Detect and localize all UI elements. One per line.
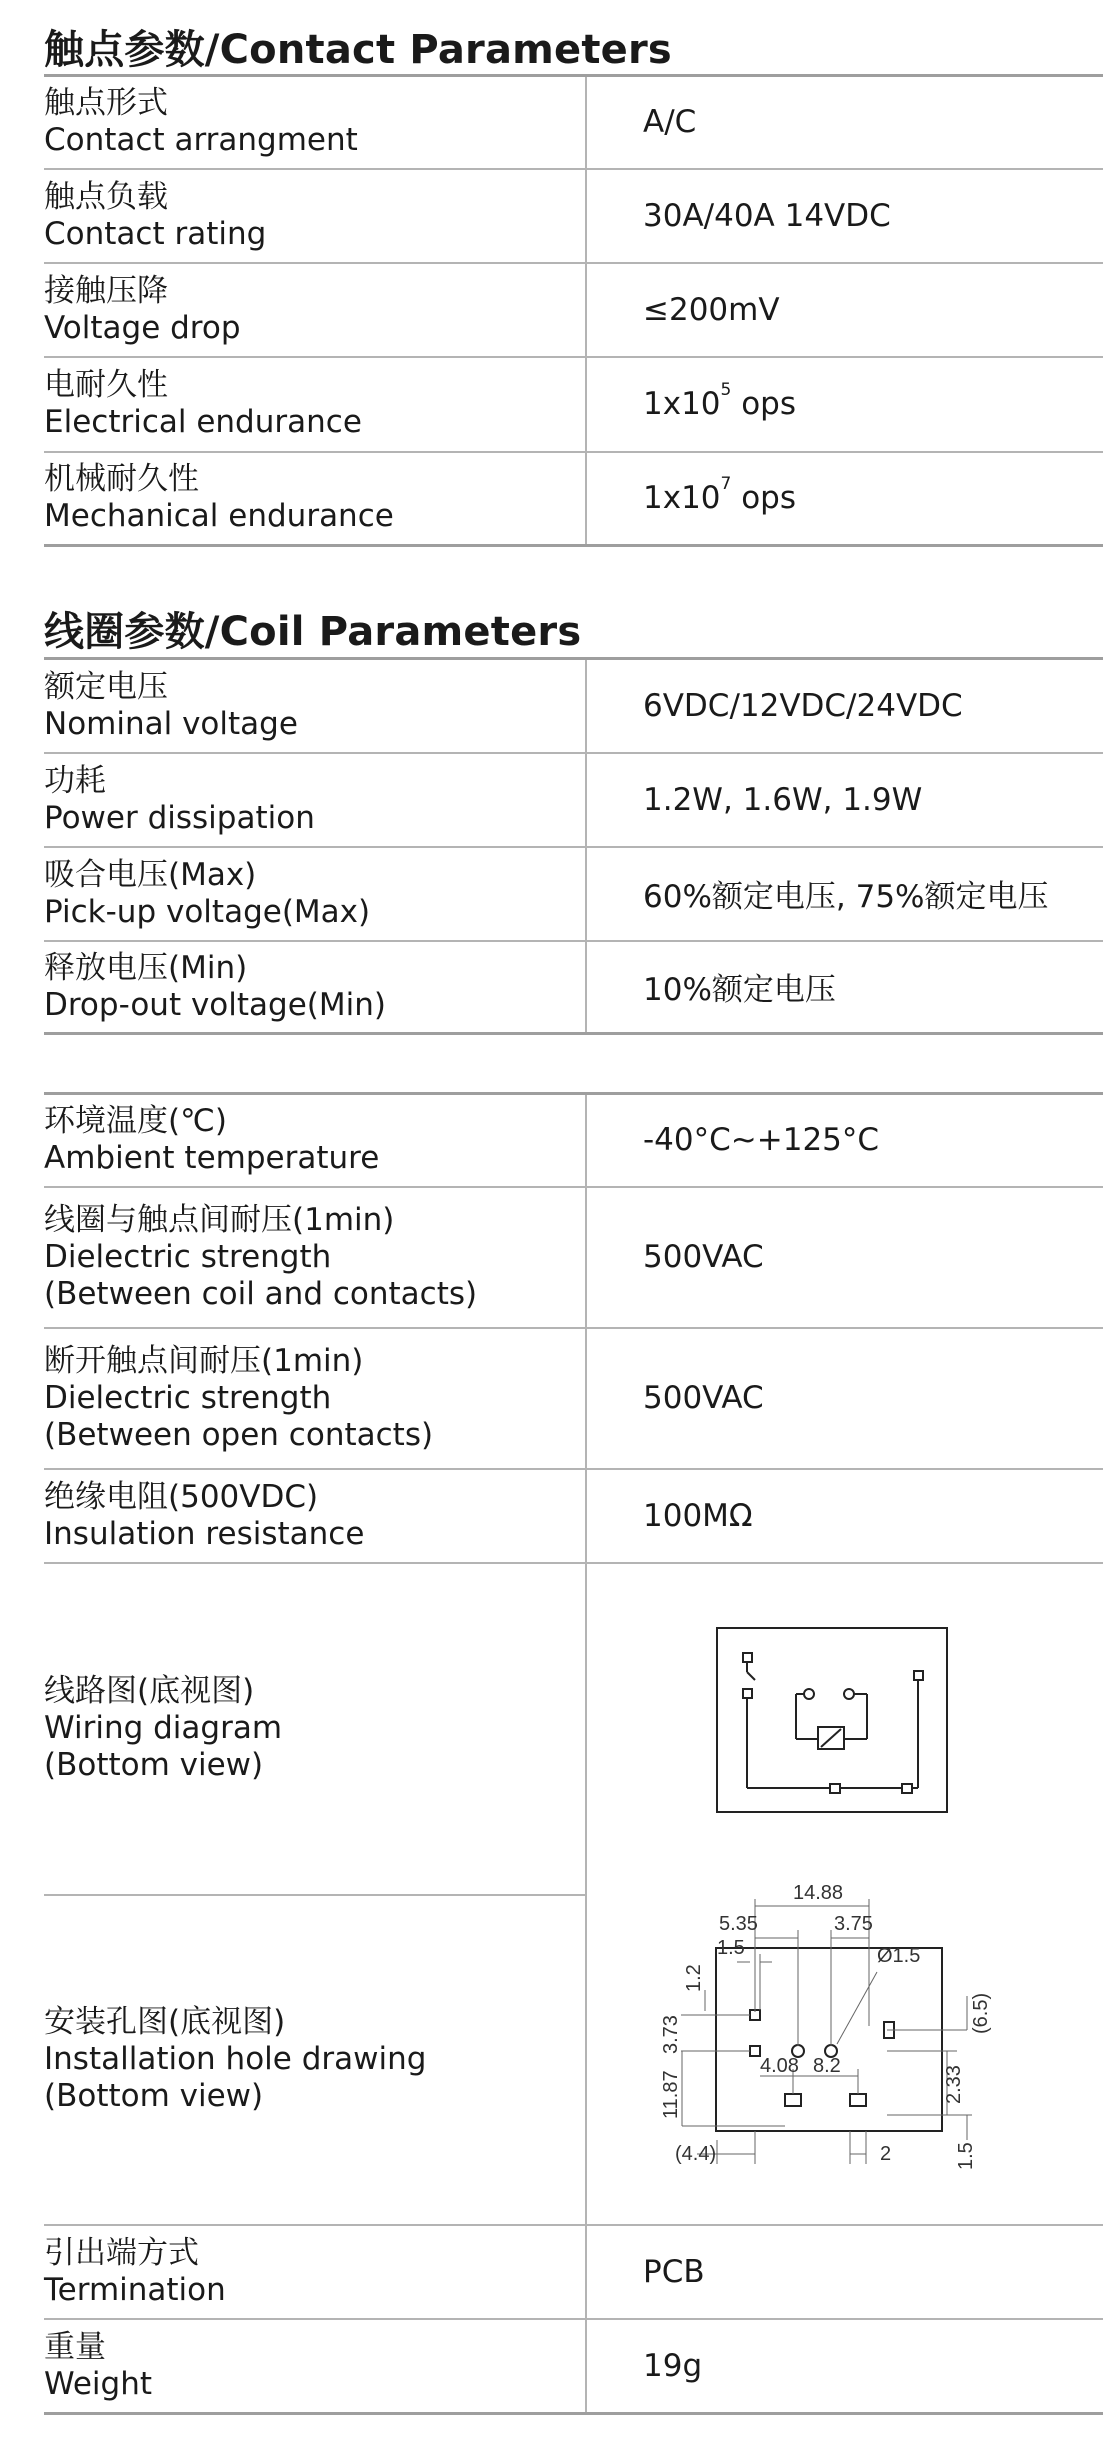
table-row	[44, 1563, 1103, 1895]
label-zh: 释放电压(Min)	[44, 949, 248, 986]
label-en: Insulation resistance	[44, 1515, 365, 1552]
contact-parameters-table	[44, 74, 1103, 547]
label-zh: 触点负载	[44, 178, 168, 215]
wiring-diagram	[717, 1628, 947, 1812]
value-cell: 1.2W, 1.6W, 1.9W	[586, 753, 1103, 847]
terminal-marker	[743, 1653, 752, 1662]
label-zh: 额定电压	[44, 668, 168, 705]
table-row	[44, 357, 1103, 452]
dim-4-4: (4.4)	[675, 2142, 717, 2165]
table-row	[44, 1094, 1103, 1187]
label-en: Ambient temperature	[44, 1140, 380, 1177]
value-cell: ≤200mV	[586, 263, 1103, 357]
coil-parameters-title: 线圈参数/Coil Parameters	[44, 609, 582, 655]
table-row	[44, 1469, 1103, 1563]
label-en: Mechanical endurance	[44, 498, 394, 535]
label-zh: 重量	[44, 2328, 106, 2365]
label-zh: 线路图(底视图)	[44, 1673, 255, 1709]
dim-4-08: 4.08	[760, 2054, 799, 2077]
label-en: Installation hole drawing	[44, 2041, 427, 2077]
installation-hole-drawing	[716, 1948, 942, 2131]
coil-terminal-circle	[804, 1689, 814, 1699]
table-row	[44, 263, 1103, 357]
label-en: Wiring diagram	[44, 1710, 283, 1746]
label-zh: 吸合电压(Max)	[44, 856, 257, 893]
value-cell: 6VDC/12VDC/24VDC	[586, 659, 1103, 753]
coil-terminal-circle	[844, 1689, 854, 1699]
label-zh: 功耗	[44, 762, 106, 799]
label-zh: 线圈与触点间耐压(1min)	[44, 1201, 395, 1238]
table-row	[44, 76, 1103, 169]
terminal-marker	[830, 1784, 840, 1793]
terminal-marker	[914, 1671, 923, 1680]
table-row	[44, 659, 1103, 753]
label-en: Contact arrangment	[44, 122, 358, 159]
general-parameters-table	[44, 1092, 1103, 2415]
drawings-svg	[587, 1564, 1103, 2224]
label-en: Contact rating	[44, 215, 267, 252]
contact-parameters-title: 触点参数/Contact Parameters	[44, 27, 672, 73]
label-en: Dielectric strength	[44, 1238, 332, 1275]
label-zh: 绝缘电阻(500VDC)	[44, 1478, 319, 1515]
dim-11-87: 11.87	[660, 2069, 682, 2119]
dim-2-33: 2.33	[943, 2064, 965, 2104]
label-en: Drop-out voltage(Min)	[44, 986, 386, 1023]
value-cell: 30A/40A 14VDC	[586, 169, 1103, 263]
value-cell: 500VAC	[586, 1187, 1103, 1328]
table-row	[44, 753, 1103, 847]
table-row	[44, 1187, 1103, 1328]
dim-6-5: (6.5)	[970, 1992, 992, 2034]
table-row	[44, 1328, 1103, 1469]
table-row	[44, 941, 1103, 1034]
label-en: Dielectric strength	[44, 1379, 332, 1416]
value-cell: $1x10^7$ ops	[586, 452, 1103, 546]
terminal-marker	[902, 1784, 912, 1793]
value-cell: 500VAC	[586, 1328, 1103, 1469]
label-en: Weight	[44, 2365, 153, 2402]
dim-1-2: 1.2	[683, 1963, 705, 1992]
pin-hole	[750, 2046, 760, 2056]
label-zh: 安装孔图(底视图)	[44, 2004, 286, 2040]
table-row	[44, 847, 1103, 941]
table-row	[44, 2319, 1103, 2414]
label-en-note: (Bottom view)	[44, 2078, 264, 2114]
value-cell: $1x10^5$ ops	[586, 357, 1103, 452]
value-cell: 19g	[586, 2319, 1103, 2414]
label-en: Nominal voltage	[44, 705, 298, 742]
dim-8-2: 8.2	[813, 2054, 841, 2077]
pin-hole	[785, 2094, 801, 2106]
dim-1-5-top: 1.5	[717, 1936, 745, 1959]
pin-hole	[850, 2094, 866, 2106]
dim-1-5-bottom: 1.5	[955, 2141, 977, 2170]
table-row	[44, 452, 1103, 546]
value-cell: -40°C~+125°C	[586, 1094, 1103, 1187]
label-zh: 机械耐久性	[44, 461, 199, 498]
relay-outline	[716, 1948, 942, 2131]
label-en: Termination	[44, 2271, 226, 2308]
label-zh: 电耐久性	[44, 367, 168, 403]
dim-3-73: 3.73	[660, 2014, 682, 2054]
label-zh: 断开触点间耐压(1min)	[44, 1342, 364, 1379]
label-zh: 引出端方式	[44, 2234, 199, 2271]
value-cell: 100MΩ	[586, 1469, 1103, 1563]
value-cell: 60%额定电压, 75%额定电压	[586, 847, 1103, 941]
value-cell: PCB	[586, 2225, 1103, 2319]
label-en-note: (Bottom view)	[44, 1747, 264, 1783]
dim-14-88: 14.88	[793, 1881, 844, 1904]
dim-3-75: 3.75	[834, 1912, 873, 1935]
table-row	[44, 2225, 1103, 2319]
label-en-note: (Between coil and contacts)	[44, 1275, 478, 1312]
label-zh: 接触压降	[44, 272, 168, 309]
dim-5-35: 5.35	[719, 1912, 758, 1935]
drawings-cell	[586, 1563, 1103, 2225]
label-en: Voltage drop	[44, 309, 241, 346]
label-zh: 环境温度(℃)	[44, 1103, 228, 1140]
label-zh: 触点形式	[44, 85, 168, 122]
dim-diameter: Ø1.5	[877, 1944, 921, 1967]
dim-2: 2	[880, 2142, 892, 2165]
coil-parameters-table	[44, 657, 1103, 1035]
value-cell: A/C	[586, 76, 1103, 169]
terminal-marker	[743, 1689, 752, 1698]
label-en-note: (Between open contacts)	[44, 1416, 434, 1453]
value-cell: 10%额定电压	[586, 941, 1103, 1034]
label-en: Electrical endurance	[44, 404, 362, 440]
label-en: Pick-up voltage(Max)	[44, 893, 371, 930]
table-row	[44, 169, 1103, 263]
label-en: Power dissipation	[44, 799, 315, 836]
